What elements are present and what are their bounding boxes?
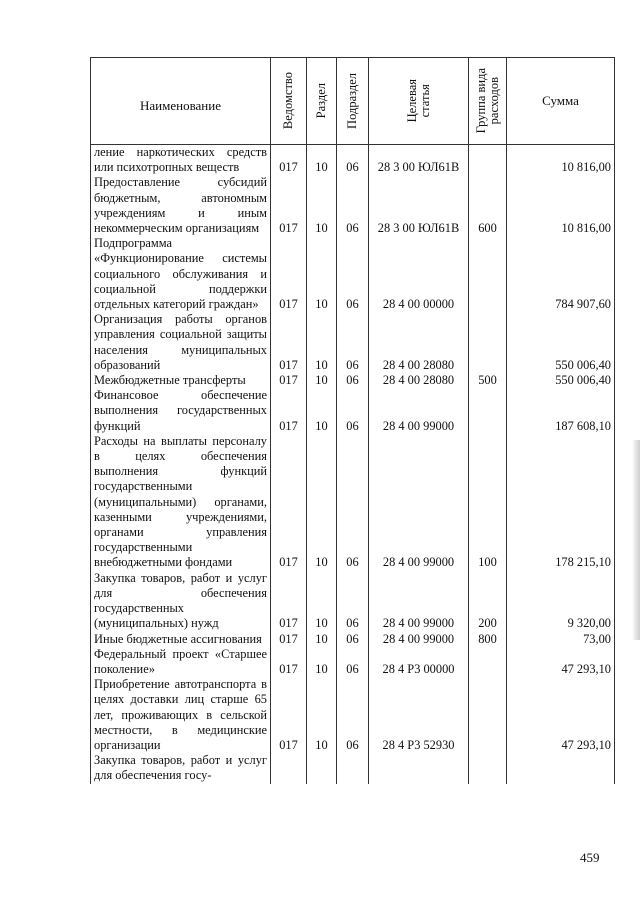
row-name: Приобретение автотранспорта в целях доставки лиц старше 65 лет, проживающих в сельской местности, в медицинские организации <box>91 677 271 753</box>
table-row <box>91 373 615 388</box>
row-target: 28 4 00 99000 <box>369 571 469 632</box>
row-subsection: 06 <box>337 145 369 176</box>
row-target: 28 4 Р3 52930 <box>369 677 469 753</box>
row-exp-group <box>469 312 507 373</box>
row-dept: 017 <box>271 632 307 647</box>
budget-table <box>90 57 615 784</box>
table-row <box>91 312 615 373</box>
row-target: 28 4 00 28080 <box>369 373 469 388</box>
row-dept: 017 <box>271 373 307 388</box>
row-subsection: 06 <box>337 434 369 571</box>
row-sum: 550 006,40 <box>507 373 615 388</box>
row-sum: 10 816,00 <box>507 175 615 236</box>
row-exp-group: 500 <box>469 373 507 388</box>
row-subsection <box>337 753 369 783</box>
row-exp-group <box>469 388 507 434</box>
row-section: 10 <box>307 571 337 632</box>
row-subsection: 06 <box>337 388 369 434</box>
row-subsection: 06 <box>337 312 369 373</box>
header-sum: Сумма <box>507 58 615 145</box>
row-name: Закупка товаров, работ и услуг для обеспечения государственных (муниципальных) нужд <box>91 571 271 632</box>
row-name: Федеральный проект «Старшее поколение» <box>91 647 271 677</box>
table-row <box>91 175 615 236</box>
row-section: 10 <box>307 647 337 677</box>
row-target: 28 4 00 99000 <box>369 388 469 434</box>
row-subsection: 06 <box>337 677 369 753</box>
row-dept: 017 <box>271 312 307 373</box>
row-target: 28 3 00 ЮЛ61В <box>369 145 469 176</box>
row-sum: 73,00 <box>507 632 615 647</box>
table-row <box>91 677 615 753</box>
row-exp-group <box>469 236 507 312</box>
row-dept: 017 <box>271 434 307 571</box>
row-section: 10 <box>307 434 337 571</box>
row-name: Закупка товаров, работ и услуг для обеспечения госу- <box>91 753 271 783</box>
row-exp-group: 600 <box>469 175 507 236</box>
row-target: 28 4 00 99000 <box>369 434 469 571</box>
table-row <box>91 236 615 312</box>
row-target: 28 4 00 28080 <box>369 312 469 373</box>
row-dept <box>271 753 307 783</box>
row-subsection: 06 <box>337 236 369 312</box>
scan-edge-shadow <box>632 440 640 640</box>
row-subsection: 06 <box>337 373 369 388</box>
row-name: Расходы на выплаты персоналу в целях обеспечения выполнения функций государственными (муниципальными) органами, казенными учреждениями, органами управления государственными внебюджетными фондами <box>91 434 271 571</box>
row-exp-group <box>469 677 507 753</box>
header-exp-group: Группа вида расходов <box>469 58 507 145</box>
row-sum: 9 320,00 <box>507 571 615 632</box>
row-section: 10 <box>307 145 337 176</box>
header-target: Целевая статья <box>369 58 469 145</box>
row-sum: 187 608,10 <box>507 388 615 434</box>
row-section <box>307 753 337 783</box>
header-name: Наименование <box>91 58 271 145</box>
row-exp-group: 100 <box>469 434 507 571</box>
row-subsection: 06 <box>337 632 369 647</box>
row-section: 10 <box>307 632 337 647</box>
table-body <box>91 145 615 784</box>
row-dept: 017 <box>271 145 307 176</box>
header-dept: Ведомство <box>271 58 307 145</box>
row-section: 10 <box>307 175 337 236</box>
row-exp-group <box>469 145 507 176</box>
row-target: 28 4 00 99000 <box>369 632 469 647</box>
row-section: 10 <box>307 312 337 373</box>
header-section: Раздел <box>307 58 337 145</box>
row-dept: 017 <box>271 647 307 677</box>
row-sum: 47 293,10 <box>507 677 615 753</box>
table-header-row <box>91 58 615 145</box>
row-subsection: 06 <box>337 175 369 236</box>
row-name: Предоставление субсидий бюджетным, автономным учреждениям и иным некоммерческим организациям <box>91 175 271 236</box>
row-section: 10 <box>307 373 337 388</box>
row-section: 10 <box>307 388 337 434</box>
row-name: Организация работы органов управления социальной защиты населения муниципальных образований <box>91 312 271 373</box>
page-number: 459 <box>580 850 600 865</box>
header-subsection: Подраздел <box>337 58 369 145</box>
table-row <box>91 388 615 434</box>
row-subsection: 06 <box>337 571 369 632</box>
row-name: Финансовое обеспечение выполнения государственных функций <box>91 388 271 434</box>
row-sum: 178 215,10 <box>507 434 615 571</box>
row-name: Подпрограмма «Функционирование системы социального обслуживания и социальной поддержки отдельных категорий граждан» <box>91 236 271 312</box>
row-name: ление наркотических средств или психотропных веществ <box>91 145 271 176</box>
row-exp-group: 800 <box>469 632 507 647</box>
row-exp-group <box>469 647 507 677</box>
row-target: 28 4 Р3 00000 <box>369 647 469 677</box>
row-dept: 017 <box>271 236 307 312</box>
row-target <box>369 753 469 783</box>
table-row <box>91 647 615 677</box>
row-section: 10 <box>307 677 337 753</box>
row-sum: 47 293,10 <box>507 647 615 677</box>
row-sum: 550 006,40 <box>507 312 615 373</box>
row-sum: 10 816,00 <box>507 145 615 176</box>
row-name: Межбюджетные трансферты <box>91 373 271 388</box>
table-row <box>91 145 615 176</box>
row-exp-group: 200 <box>469 571 507 632</box>
table-row <box>91 632 615 647</box>
table-row <box>91 434 615 571</box>
row-sum: 784 907,60 <box>507 236 615 312</box>
row-exp-group <box>469 753 507 783</box>
row-dept: 017 <box>271 175 307 236</box>
row-target: 28 4 00 00000 <box>369 236 469 312</box>
row-dept: 017 <box>271 388 307 434</box>
row-dept: 017 <box>271 571 307 632</box>
table-row <box>91 571 615 632</box>
row-section: 10 <box>307 236 337 312</box>
row-name: Иные бюджетные ассигнования <box>91 632 271 647</box>
table-row <box>91 753 615 783</box>
row-dept: 017 <box>271 677 307 753</box>
row-sum <box>507 753 615 783</box>
row-subsection: 06 <box>337 647 369 677</box>
row-target: 28 3 00 ЮЛ61В <box>369 175 469 236</box>
